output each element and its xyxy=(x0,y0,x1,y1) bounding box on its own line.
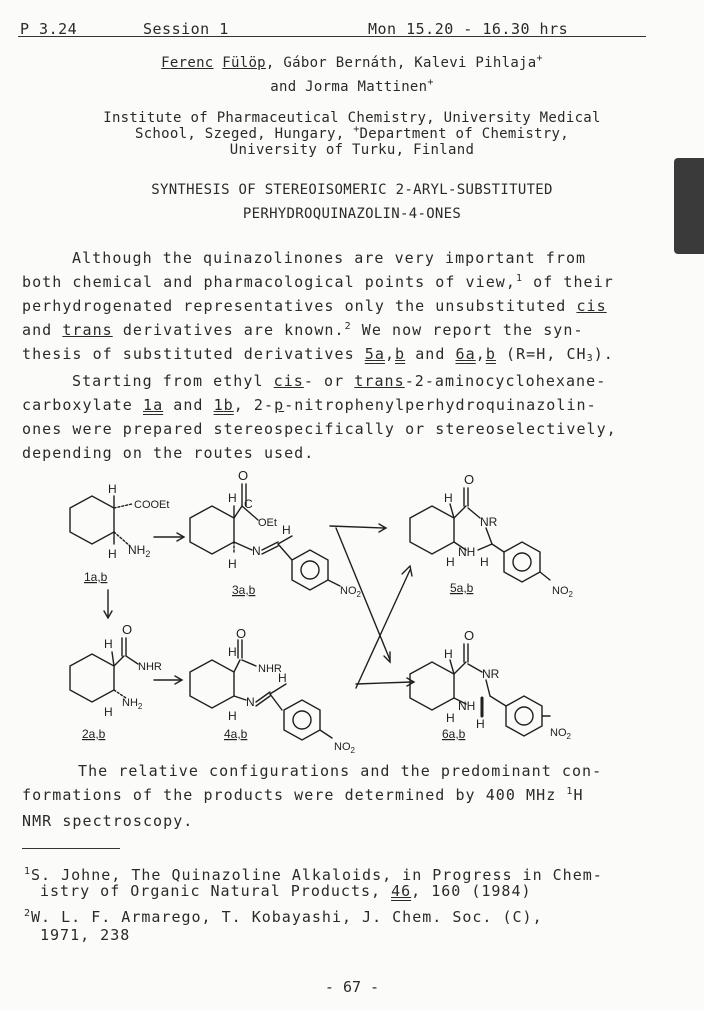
svg-text:H: H xyxy=(446,555,455,569)
svg-text:H: H xyxy=(228,645,237,659)
compound-5-label: 5a,b xyxy=(450,581,474,595)
compound-4-structure xyxy=(190,626,356,755)
footnote-2-line-1: $^2$W. L. F. Armarego, T. Kobayashi, J. Chem. Soc. (C), xyxy=(24,908,543,926)
svg-text:NR: NR xyxy=(480,515,498,529)
para1-line-3: perhydrogenated representatives only the unsubstituted cis xyxy=(22,297,607,315)
affiliation-line-3: University of Turku, Finland xyxy=(229,142,475,158)
svg-text:NH2: $NH_2$ xyxy=(128,543,151,559)
para2-line-2: carboxylate 1a and 1b, 2-p-nitrophenylperhydroquinazolin- xyxy=(22,396,597,414)
footnote-1-line-1: $^1$S. Johne, The Quinazoline Alkaloids, in Progress in Chem- xyxy=(24,866,603,884)
compound-6-structure xyxy=(410,628,572,741)
compound-2-structure xyxy=(70,622,162,741)
svg-text:NHR: NHR xyxy=(258,663,282,675)
svg-text:H: H xyxy=(108,482,117,496)
svg-text:OEt: OEt xyxy=(258,517,277,529)
svg-text:NHR: NHR xyxy=(138,661,162,673)
svg-text:H: H xyxy=(228,709,237,723)
svg-text:NO2: $NO_2$ xyxy=(552,585,573,599)
page-number: - 67 - xyxy=(324,978,380,996)
svg-text:H: H xyxy=(444,491,453,505)
para1-line-2: both chemical and pharmacological points of view,$^1$ of their xyxy=(22,273,614,291)
svg-text:H: H xyxy=(446,711,455,725)
para1-line-5: thesis of substituted derivatives 5a,b and 6a,b (R=H, $CH_3$). xyxy=(22,345,614,364)
svg-text:NO2: $NO_2$ xyxy=(340,585,361,599)
paper-title-line-2: PERHYDROQUINAZOLIN-4-ONES xyxy=(242,206,462,222)
svg-text:H: H xyxy=(282,523,291,537)
footnote-1-line-2: istry of Organic Natural Products, 46, 160 (1984) xyxy=(40,882,532,900)
svg-text:N: N xyxy=(252,544,261,558)
svg-text:H: H xyxy=(480,555,489,569)
svg-text:NH: NH xyxy=(458,545,476,559)
paper-title-line-1: SYNTHESIS OF STEREOISOMERIC 2-ARYL-SUBSTITUTED xyxy=(151,182,553,198)
svg-text:NO2: $NO_2$ xyxy=(334,741,355,755)
compound-1-structure xyxy=(70,482,169,584)
svg-text:N: N xyxy=(246,695,255,709)
abstract-id: P 3.24 xyxy=(20,20,78,38)
authors-line-1: Ferenc Fülöp, Gábor Bernáth, Kalevi Pihlaja+ xyxy=(161,53,543,71)
svg-text:H: H xyxy=(228,491,237,505)
header-rule xyxy=(18,36,646,37)
svg-text:H: H xyxy=(278,671,287,685)
svg-text:NH: NH xyxy=(458,699,476,713)
svg-text:H: H xyxy=(104,705,113,719)
compound-3-label: 3a,b xyxy=(232,583,256,597)
session-label: Session 1 xyxy=(143,20,229,38)
footnote-2-line-2: 1971, 238 xyxy=(40,926,131,944)
svg-text:H: H xyxy=(228,557,237,571)
para3-line-3: NMR spectroscopy. xyxy=(22,812,194,830)
reaction-scheme xyxy=(30,466,610,758)
svg-text:O: O xyxy=(122,622,133,637)
compound-5-structure xyxy=(410,472,574,599)
svg-text:NH2: $NH_2$ xyxy=(122,697,143,711)
svg-text:H: H xyxy=(104,637,113,651)
svg-text:C: C xyxy=(244,497,253,511)
svg-text:NR: NR xyxy=(482,667,500,681)
footnote-rule xyxy=(22,848,120,849)
svg-text:H: H xyxy=(444,647,453,661)
para2-line-1: Starting from ethyl cis- or trans-2-aminocyclohexane- xyxy=(72,372,607,390)
svg-text:O: O xyxy=(464,472,475,487)
para2-line-4: depending on the routes used. xyxy=(22,444,315,462)
svg-text:H: H xyxy=(476,717,485,731)
svg-text:COOEt: COOEt xyxy=(134,499,170,511)
svg-text:NO2: $NO_2$ xyxy=(550,727,571,741)
compound-6-label: 6a,b xyxy=(442,727,466,741)
para2-line-3: ones were prepared stereospecifically or stereoselectively, xyxy=(22,420,617,438)
session-time: Mon 15.20 - 16.30 hrs xyxy=(368,20,569,38)
affiliation-line-2: School, Szeged, Hungary, +Department of Chemistry, xyxy=(134,124,570,142)
svg-text:O: O xyxy=(238,468,249,483)
compound-4-label: 4a,b xyxy=(224,727,248,741)
para1-line-1: Although the quinazolinones are very important from xyxy=(72,249,587,267)
para1-line-4: and trans derivatives are known.$^2$ We now report the syn- xyxy=(22,321,584,339)
para3-line-1: The relative configurations and the predominant con- xyxy=(78,762,603,780)
svg-text:O: O xyxy=(464,628,475,643)
svg-text:O: O xyxy=(236,626,247,641)
compound-2-label: 2a,b xyxy=(82,727,106,741)
svg-text:H: H xyxy=(108,547,117,561)
affiliation-line-1: Institute of Pharmaceutical Chemistry, University Medical xyxy=(103,110,601,126)
compound-1-label: 1a,b xyxy=(84,570,108,584)
authors-line-2: and Jorma Mattinen+ xyxy=(270,77,434,95)
compound-3-structure xyxy=(190,468,362,599)
para3-line-2: formations of the products were determined by 400 MHz $^1$H xyxy=(22,786,584,804)
